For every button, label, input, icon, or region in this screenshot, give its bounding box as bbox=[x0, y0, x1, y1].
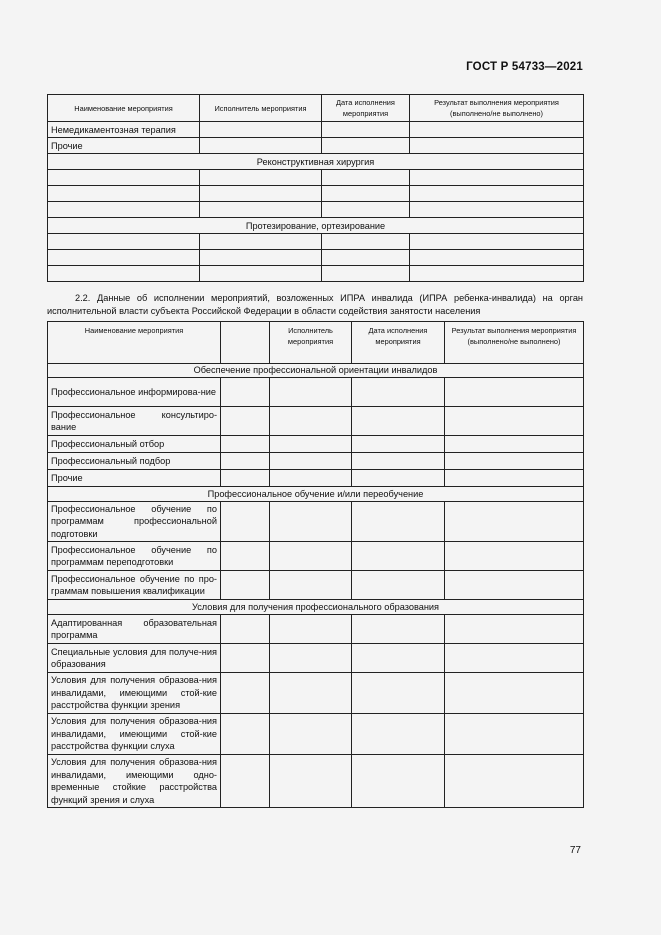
col-header-result: Результат выполнения мероприятия (выполнено/не выполнено) bbox=[410, 95, 584, 122]
row-label: Профессиональный отбор bbox=[48, 436, 221, 453]
table-row bbox=[48, 436, 584, 453]
table-row bbox=[48, 234, 584, 250]
col-header-date: Дата исполнения мероприятия bbox=[352, 322, 445, 364]
section-title: Протезирование, ортезирование bbox=[48, 218, 584, 234]
col-header-date: Дата исполнения мероприятия bbox=[322, 95, 410, 122]
table-row bbox=[48, 453, 584, 470]
col-header-result: Результат выполнения мероприятия (выполнено/не выполнено) bbox=[445, 322, 584, 364]
table-header-row bbox=[48, 95, 584, 122]
table-row bbox=[48, 378, 584, 407]
table-row bbox=[48, 202, 584, 218]
section-row bbox=[48, 154, 584, 170]
section-title: Обеспечение профессиональной ориентации инвалидов bbox=[48, 364, 584, 378]
section-intro-paragraph: 2.2. Данные об исполнении мероприятий, возложенных ИПРА инвалида (ИПРА ребенка-инвалида) на орган исполнительной власти субъекта Российской Федерации в области содействия занятости населения bbox=[47, 293, 583, 316]
section-row bbox=[48, 487, 584, 502]
section-title: Реконструктивная хирургия bbox=[48, 154, 584, 170]
row-label: Профессиональное обучение по про-граммам повышения квалификации bbox=[48, 571, 221, 600]
table-row bbox=[48, 122, 584, 138]
table-row bbox=[48, 673, 584, 714]
row-label: Профессиональное консультиро-вание bbox=[48, 407, 221, 436]
table-row bbox=[48, 407, 584, 436]
col-header-executor: Исполнитель мероприятия bbox=[200, 95, 322, 122]
col-header-name: Наименование мероприятия bbox=[48, 322, 221, 364]
row-label: Профессиональное обучение по программам профессиональной подготовки bbox=[48, 502, 221, 542]
page-number: 77 bbox=[569, 845, 581, 856]
table-row bbox=[48, 186, 584, 202]
row-label: Профессиональное информирова-ние bbox=[48, 378, 221, 407]
measures-table-employment bbox=[47, 321, 584, 808]
section-row bbox=[48, 218, 584, 234]
row-label: Специальные условия для получе-ния образования bbox=[48, 644, 221, 673]
table-row bbox=[48, 571, 584, 600]
table-header-row bbox=[48, 322, 584, 364]
table-row bbox=[48, 502, 584, 542]
table-row bbox=[48, 170, 584, 186]
table-row bbox=[48, 266, 584, 282]
table-row bbox=[48, 714, 584, 755]
row-label: Профессиональный подбор bbox=[48, 453, 221, 470]
table-row bbox=[48, 250, 584, 266]
row-label: Прочие bbox=[48, 470, 221, 487]
section-row bbox=[48, 364, 584, 378]
table-row bbox=[48, 542, 584, 571]
table-row bbox=[48, 470, 584, 487]
standard-number: ГОСТ Р 54733—2021 bbox=[466, 61, 583, 73]
measures-table-medical bbox=[47, 94, 584, 282]
col-header-name: Наименование мероприятия bbox=[48, 95, 200, 122]
row-label: Немедикаментозная терапия bbox=[48, 122, 200, 138]
row-label: Адаптированная образовательная программа bbox=[48, 615, 221, 644]
section-row bbox=[48, 600, 584, 615]
table-row bbox=[48, 644, 584, 673]
row-label: Условия для получения образова-ния инвалидами, имеющими стой-кие расстройства функции зрения bbox=[48, 673, 221, 714]
row-label: Профессиональное обучение по программам переподготовки bbox=[48, 542, 221, 571]
section-title: Условия для получения профессионального образования bbox=[48, 600, 584, 615]
row-label: Условия для получения образова-ния инвалидами, имеющими одно-временные стойкие расстройства функций зрения и слуха bbox=[48, 755, 221, 808]
table-row bbox=[48, 755, 584, 808]
row-label: Условия для получения образова-ния инвалидами, имеющими стой-кие расстройства функции слуха bbox=[48, 714, 221, 755]
table-row bbox=[48, 615, 584, 644]
section-title: Профессиональное обучение и/или переобучение bbox=[48, 487, 584, 502]
row-label: Прочие bbox=[48, 138, 200, 154]
table-row bbox=[48, 138, 584, 154]
col-header-executor: Исполнитель мероприятия bbox=[270, 322, 352, 364]
